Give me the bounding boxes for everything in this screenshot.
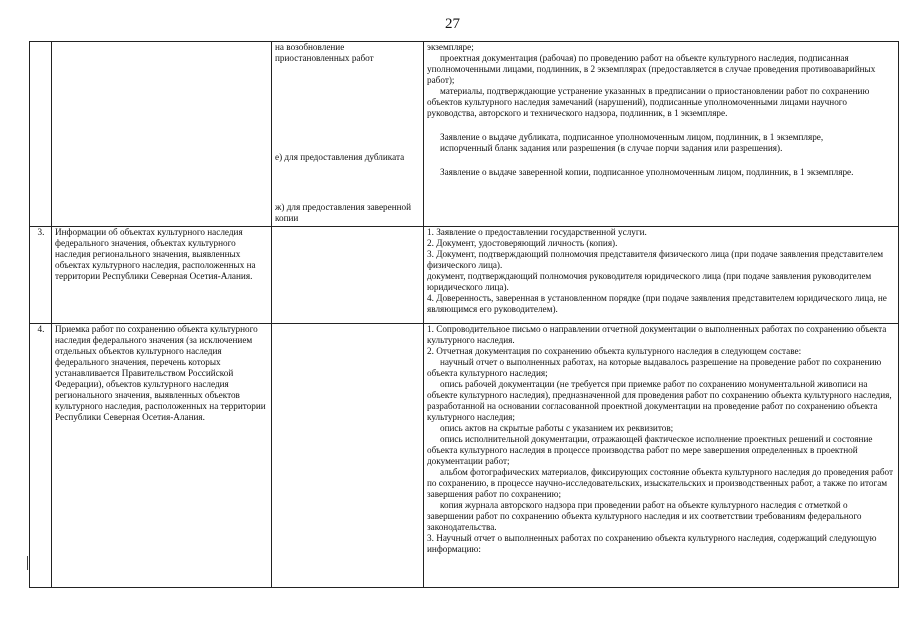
doc-line: Заявление о выдаче заверенной копии, подписанное уполномоченным лицом, подлинник, в 1 экземпляре.: [440, 167, 854, 177]
table-row: [30, 227, 899, 324]
doc-line: экземпляре;: [427, 42, 474, 52]
sub-case-cell: [272, 227, 424, 324]
page-number: 27: [445, 16, 460, 32]
service-name-cell: [52, 42, 272, 227]
documents-cell: [424, 42, 899, 227]
table-row: [30, 42, 899, 227]
doc-line: опись актов на скрытые работы с указанием их реквизитов;: [440, 423, 674, 433]
doc-line: 1. Сопроводительное письмо о направлении отчетной документации о выполненных работах по сохранению объекта культурного наследия.: [427, 324, 887, 345]
doc-line: копия журнала авторского надзора при проведении работ на объекте культурного наследия с отметкой о завершении работ по сохранению объекта культурного наследия и их соответствии требованиям федерального законодательства.: [427, 500, 862, 532]
table-row: [30, 324, 899, 588]
documents-cell: [424, 227, 899, 324]
services-table: [29, 41, 899, 588]
doc-line: 1. Заявление о предоставлении государственной услуги.: [427, 227, 647, 237]
margin-mark: [27, 556, 28, 570]
row-number-cell: 3.: [30, 227, 52, 324]
doc-line: материалы, подтверждающие устранение указанных в предписании о приостановлении работ по сохранению объектов культурного наследия замечаний (нарушений), подписанные уполномоченными лицами научного руководства, авторского и технического надзора, подлинник, в 1 экземпляре.: [427, 86, 870, 118]
doc-line: 3. Научный отчет о выполненных работах по сохранению объекта культурного наследия, содержащий следующую информацию:: [427, 533, 877, 554]
service-name-cell: Информации об объектах культурного наследия федерального значения, объектах культурного наследия регионального значения, выявленных объектах культурного наследия, расположенных на территории Республики Северная Осетия-Алания.: [52, 227, 272, 324]
doc-line: 2. Отчетная документация по сохранению объекта культурного наследия в следующем составе:: [427, 346, 802, 356]
documents-cell: [424, 324, 899, 588]
row-number-cell: [30, 42, 52, 227]
sub-case-label: е) для предоставления дубликата: [275, 152, 405, 162]
service-name-cell: Приемка работ по сохранению объекта культурного наследия федерального значения (за исключением отдельных объектов культурного наследия федерального значения, перечень которых устанавливается Правительством Российской Федерации), объектов культурного наследия регионального значения, выявленных объектов культурного наследия, расположенных на территории Республики Северная Осетия-Алания.: [52, 324, 272, 588]
sub-case-label: на возобновление приостановленных работ: [275, 42, 374, 63]
doc-line: проектная документация (рабочая) по проведению работ на объекте культурного наследия, подписанная уполномоченными лицами, подлинник, в 2 экземплярах (предоставляется в случае проведения противоаварийных работ);: [427, 53, 876, 85]
doc-line: испорченный бланк задания или разрешения (в случае порчи задания или разрешения).: [440, 143, 783, 153]
doc-line: 2. Документ, удостоверяющий личность (копия).: [427, 238, 618, 248]
doc-line: Заявление о выдаче дубликата, подписанное уполномоченным лицом, подлинник, в 1 экземпляре,: [440, 132, 824, 142]
sub-case-cell: [272, 42, 424, 227]
row-number-cell: 4.: [30, 324, 52, 588]
doc-line: альбом фотографических материалов, фиксирующих состояние объекта культурного наследия до проведения работ по сохранению, в процессе научно-исследовательских, изыскательских и производственных работ, а также по итогам завершения работ по сохранению;: [427, 467, 893, 499]
doc-line: опись исполнительной документации, отражающей фактическое исполнение проектных решений и состояние объекта культурного наследия в процессе производства работ по мере завершения определенных в проектной документации работ;: [427, 434, 873, 466]
doc-line: документ, подтверждающий полномочия руководителя юридического лица (при подаче заявления руководителем юридического лица).: [427, 271, 872, 292]
sub-case-cell: [272, 324, 424, 588]
sub-case-label: ж) для предоставления заверенной копии: [275, 202, 412, 223]
doc-line: опись рабочей документации (не требуется при приемке работ по сохранению монументальной живописи на объекте культурного наследия), предназначенной для проведения работ по сохранению объекта культурного наследия, разработанной на основании согласованной проектной документации на проведение работ по сохранению объекта культурного наследия;: [427, 379, 892, 422]
doc-line: 4. Доверенность, заверенная в установленном порядке (при подаче заявления представителем юридического лица, не являющимся его руководителем).: [427, 293, 887, 314]
doc-line: 3. Документ, подтверждающий полномочия представителя физического лица (при подаче заявления представителем физического лица).: [427, 249, 884, 270]
doc-line: научный отчет о выполненных работах, на которые выдавалось разрешение на проведение работ по сохранению объекта культурного наследия;: [427, 357, 882, 378]
